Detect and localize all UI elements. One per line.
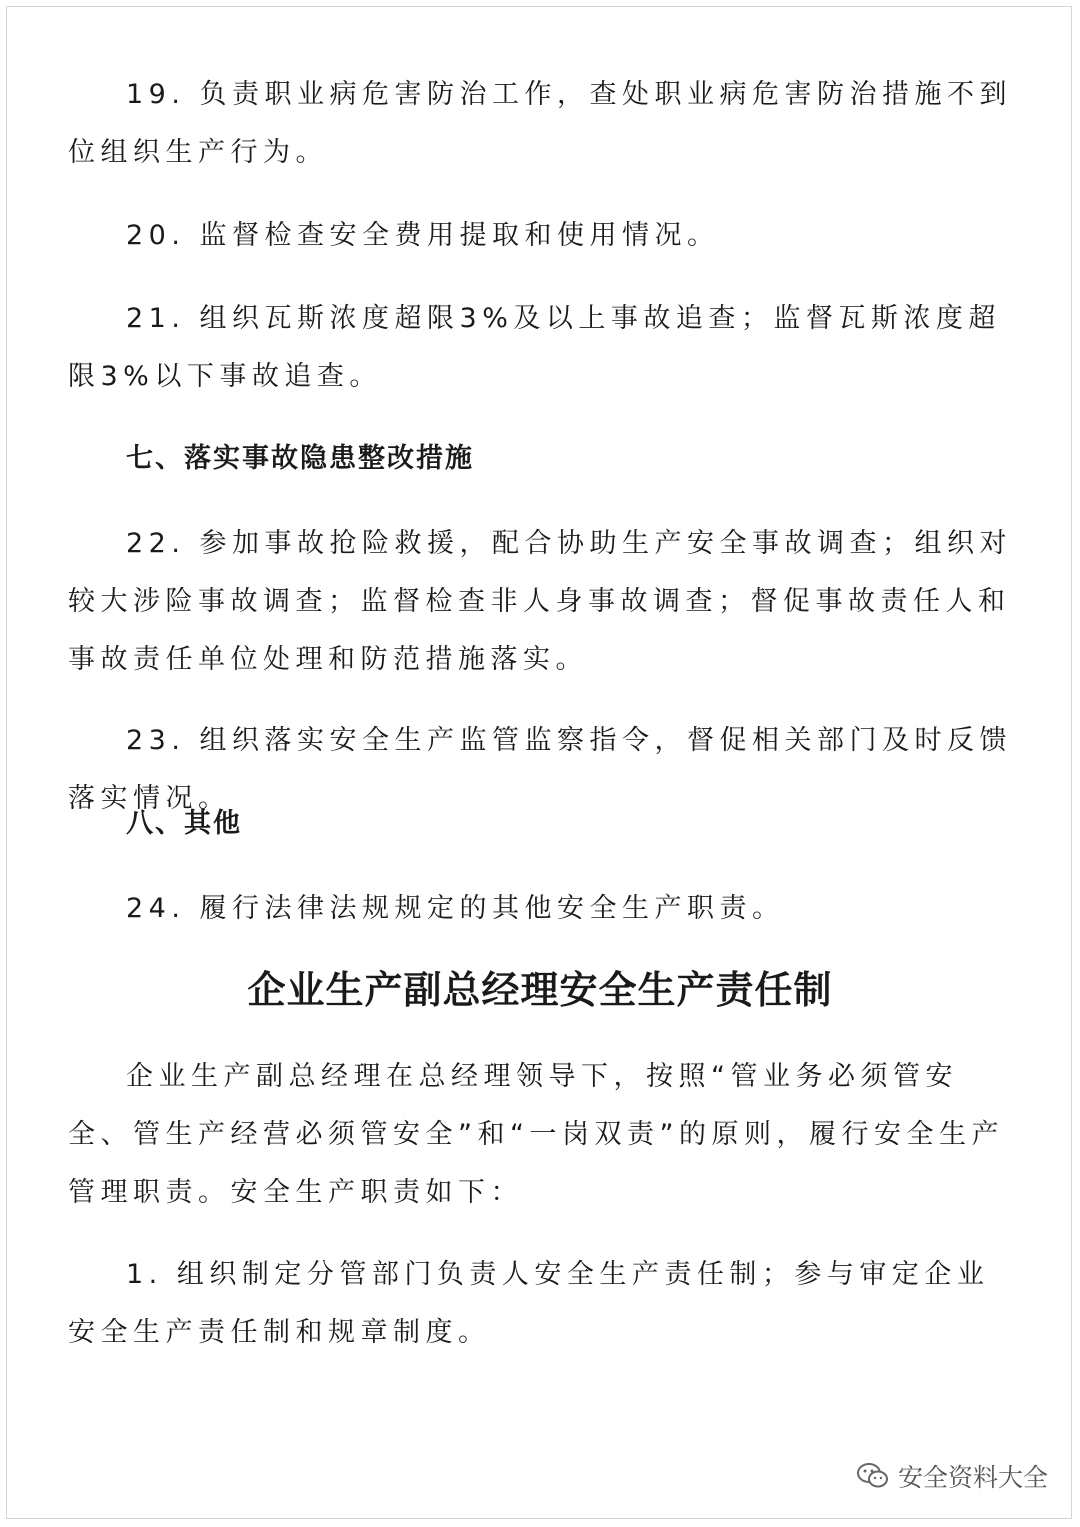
- paragraph-item-22: 22. 参加事故抢险救援，配合协助生产安全事故调查；组织对较大涉险事故调查；监督检查非人身事故调查；督促事故责任人和事故责任单位处理和防范措施落实。: [68, 528, 1013, 675]
- paragraph-item-19: 19. 负责职业病危害防治工作，查处职业病危害防治措施不到位组织生产行为。: [68, 79, 1013, 168]
- wechat-icon: [856, 1461, 890, 1491]
- section-heading-8: 八、其他: [126, 808, 242, 839]
- paragraph-item-1: 1. 组织制定分管部门负责人安全生产责任制；参与审定企业安全生产责任制和规章制度。: [68, 1259, 990, 1348]
- source-watermark: [856, 1458, 1048, 1494]
- intro-paragraph: 企业生产副总经理在总经理领导下，按照“管业务必须管安全、管生产经营必须管安全”和“一岗双责”的原则，履行安全生产管理职责。安全生产职责如下：: [68, 1061, 1004, 1208]
- paragraph-item-23: 23. 组织落实安全生产监管监察指令，督促相关部门及时反馈落实情况。: [68, 725, 1013, 814]
- source-label: 安全资料大全: [897, 1463, 1048, 1492]
- paragraph-item-24: 24. 履行法律法规规定的其他安全生产职责。: [126, 893, 785, 924]
- paragraph-item-21: 21. 组织瓦斯浓度超限3%及以上事故追查；监督瓦斯浓度超限3%以下事故追查。: [68, 303, 1001, 392]
- section-title: 企业生产副总经理安全生产责任制: [247, 968, 833, 1012]
- section-heading-7: 七、落实事故隐患整改措施: [126, 443, 474, 474]
- paragraph-item-20: 20. 监督检查安全费用提取和使用情况。: [126, 220, 720, 251]
